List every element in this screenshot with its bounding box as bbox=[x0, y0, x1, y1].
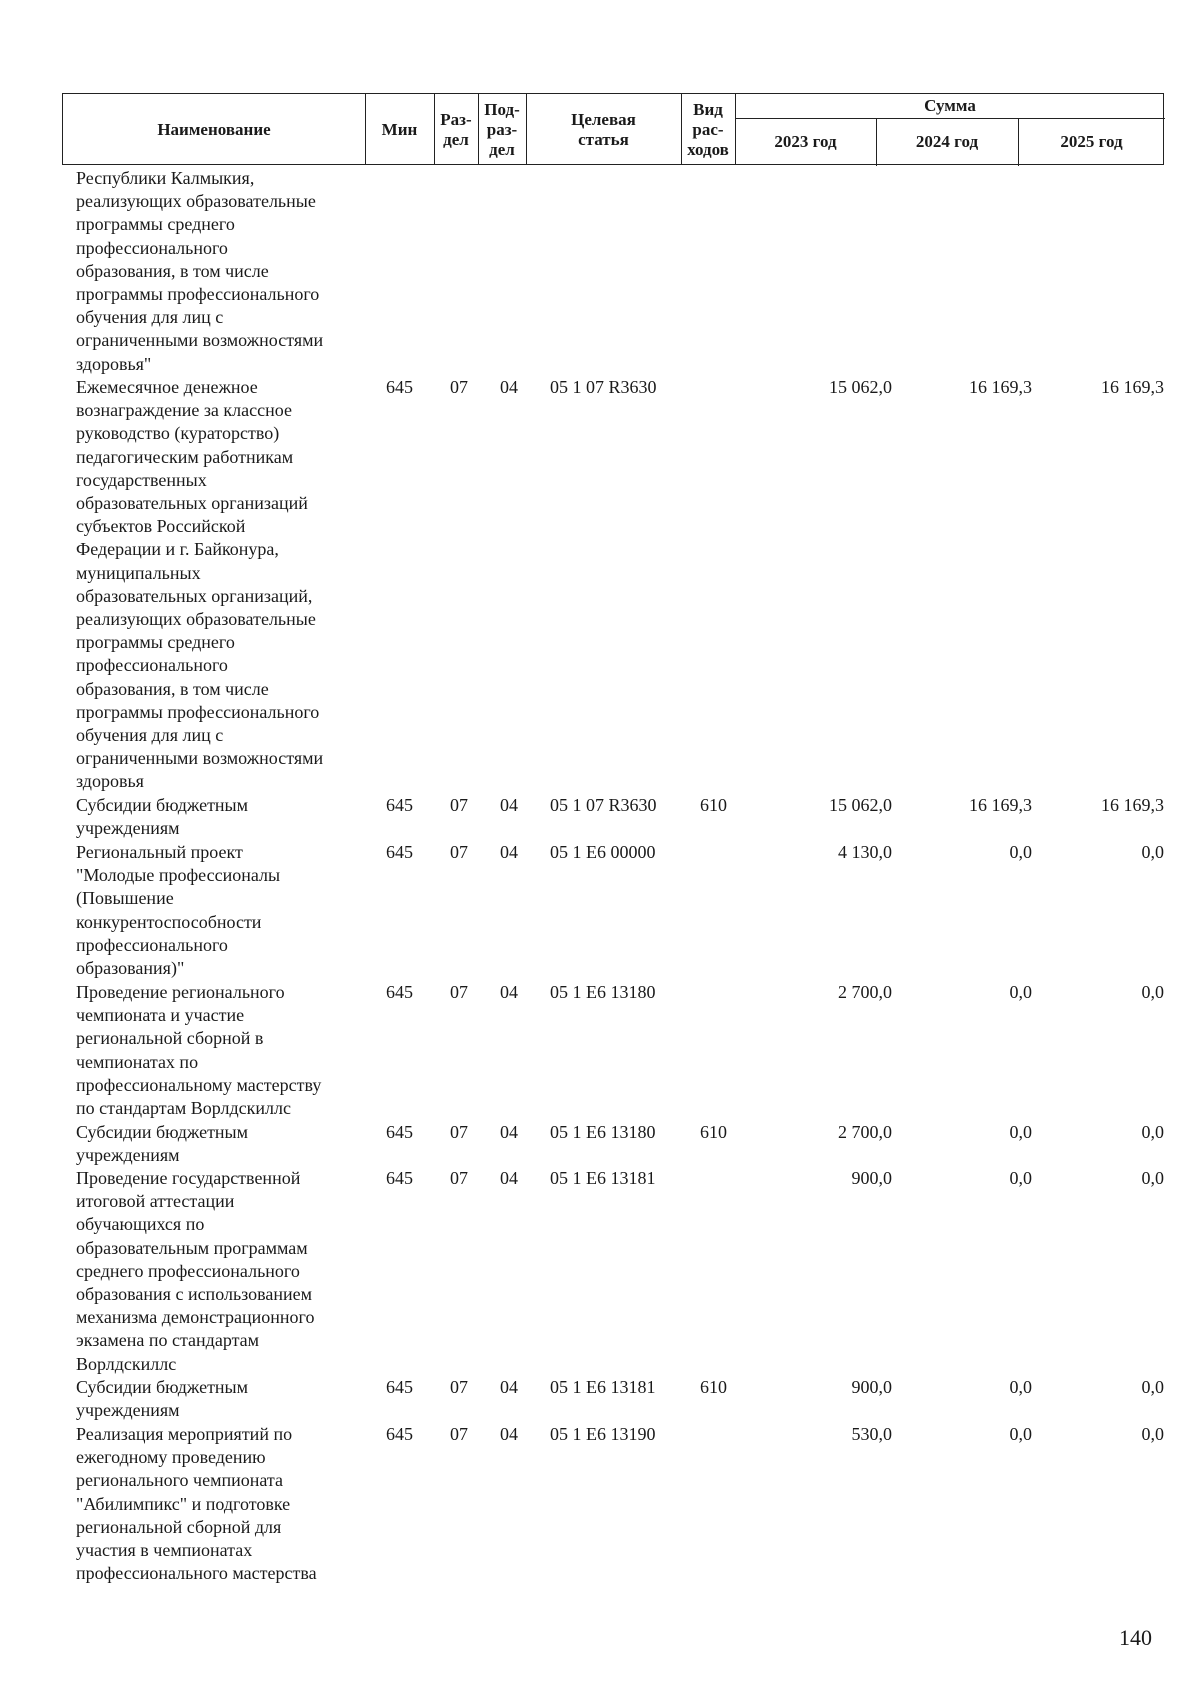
row-celevaya-statya: 05 1 07 R3630 bbox=[550, 377, 657, 397]
row-sum-2023: 2 700,0 bbox=[838, 1122, 892, 1142]
row-sum-2025: 16 169,3 bbox=[1101, 795, 1164, 815]
row-podrazdel: 04 bbox=[500, 1424, 518, 1444]
row-razdel: 07 bbox=[450, 1377, 468, 1397]
row-razdel: 07 bbox=[450, 1168, 468, 1188]
row-podrazdel: 04 bbox=[500, 982, 518, 1002]
row-celevaya-statya: 05 1 Е6 13190 bbox=[550, 1424, 656, 1444]
row-podrazdel: 04 bbox=[500, 1122, 518, 1142]
page-number: 140 bbox=[1119, 1625, 1152, 1650]
row-min: 645 bbox=[386, 1122, 413, 1142]
row-name: Ежемесячное денежное вознаграждение за классное руководство (кураторство) педагогическим работникам государственных образовательных организаций субъектов Российской Федерации и г. Байконура, муниципальных образовательных организаций, реализующих образовательные программы среднего профессионального образования, в том числе программы профессионального обучения для лиц с ограниченными возможностями здоровья bbox=[76, 377, 324, 792]
row-sum-2024: 0,0 bbox=[1009, 842, 1032, 862]
row-celevaya-statya: 05 1 Е6 13181 bbox=[550, 1168, 656, 1188]
row-sum-2024: 0,0 bbox=[1009, 982, 1032, 1002]
row-sum-2024: 0,0 bbox=[1009, 1424, 1032, 1444]
row-name: Региональный проект "Молодые профессионалы (Повышение конкурентоспособности профессионального образования)" bbox=[76, 842, 281, 979]
header-name: Наименование bbox=[157, 120, 271, 139]
header-celevaya-statya: Целевая статья bbox=[571, 110, 636, 149]
row-sum-2023: 530,0 bbox=[851, 1424, 892, 1444]
row-min: 645 bbox=[386, 377, 413, 397]
row-sum-2023: 4 130,0 bbox=[838, 842, 892, 862]
row-celevaya-statya: 05 1 Е6 00000 bbox=[550, 842, 656, 862]
row-celevaya-statya: 05 1 Е6 13180 bbox=[550, 1122, 656, 1142]
row-podrazdel: 04 bbox=[500, 795, 518, 815]
row-sum-2023: 900,0 bbox=[851, 1168, 892, 1188]
row-name: Республики Калмыкия, реализующих образовательные программы среднего профессионального образования, в том числе программы профессионального обучения для лиц с ограниченными возможностями здоровья" bbox=[76, 168, 324, 374]
header-vid-raskhodov: Вид рас- ходов bbox=[687, 100, 729, 159]
header-summa: Сумма bbox=[924, 96, 976, 115]
row-name: Проведение регионального чемпионата и участие региональной сборной в чемпионатах по профессиональному мастерству по стандартам Ворлдскиллс bbox=[76, 982, 322, 1119]
row-sum-2023: 15 062,0 bbox=[829, 377, 892, 397]
row-razdel: 07 bbox=[450, 795, 468, 815]
header-razdel: Раз- дел bbox=[440, 110, 472, 149]
table-header bbox=[62, 93, 1164, 165]
row-sum-2025: 0,0 bbox=[1141, 1122, 1164, 1142]
row-celevaya-statya: 05 1 Е6 13181 bbox=[550, 1377, 656, 1397]
row-sum-2024: 0,0 bbox=[1009, 1122, 1032, 1142]
header-year-2024: 2024 год bbox=[915, 132, 979, 151]
row-min: 645 bbox=[386, 842, 413, 862]
row-sum-2025: 0,0 bbox=[1141, 1377, 1164, 1397]
row-razdel: 07 bbox=[450, 982, 468, 1002]
row-razdel: 07 bbox=[450, 1122, 468, 1142]
row-celevaya-statya: 05 1 07 R3630 bbox=[550, 795, 657, 815]
row-podrazdel: 04 bbox=[500, 1377, 518, 1397]
header-year-2023: 2023 год bbox=[774, 132, 837, 151]
row-name: Субсидии бюджетным учреждениям bbox=[76, 1377, 249, 1421]
row-min: 645 bbox=[386, 1424, 413, 1444]
row-sum-2025: 0,0 bbox=[1141, 1424, 1164, 1444]
row-min: 645 bbox=[386, 1377, 413, 1397]
row-podrazdel: 04 bbox=[500, 377, 518, 397]
row-min: 645 bbox=[386, 795, 413, 815]
row-name: Субсидии бюджетным учреждениям bbox=[76, 795, 249, 839]
row-sum-2023: 2 700,0 bbox=[838, 982, 892, 1002]
row-name: Реализация мероприятий по ежегодному проведению регионального чемпионата "Абилимпикс" и подготовке региональной сборной для участия в чемпионатах профессионального мастерства bbox=[76, 1424, 317, 1584]
row-sum-2024: 16 169,3 bbox=[969, 377, 1032, 397]
row-sum-2023: 15 062,0 bbox=[829, 795, 892, 815]
row-razdel: 07 bbox=[450, 1424, 468, 1444]
row-sum-2025: 0,0 bbox=[1141, 1168, 1164, 1188]
row-celevaya-statya: 05 1 Е6 13180 bbox=[550, 982, 656, 1002]
row-vid: 610 bbox=[700, 1122, 727, 1142]
header-podrazdel: Под- раз- дел bbox=[484, 100, 520, 159]
header-min: Мин bbox=[381, 120, 418, 139]
row-name: Субсидии бюджетным учреждениям bbox=[76, 1122, 249, 1166]
row-sum-2025: 0,0 bbox=[1141, 842, 1164, 862]
row-sum-2025: 16 169,3 bbox=[1101, 377, 1164, 397]
row-sum-2024: 16 169,3 bbox=[969, 795, 1032, 815]
row-razdel: 07 bbox=[450, 842, 468, 862]
row-sum-2023: 900,0 bbox=[851, 1377, 892, 1397]
row-podrazdel: 04 bbox=[500, 1168, 518, 1188]
header-year-2025: 2025 год bbox=[1060, 132, 1123, 151]
row-min: 645 bbox=[386, 982, 413, 1002]
row-sum-2025: 0,0 bbox=[1141, 982, 1164, 1002]
row-vid: 610 bbox=[700, 795, 727, 815]
row-min: 645 bbox=[386, 1168, 413, 1188]
row-name: Проведение государственной итоговой аттестации обучающихся по образовательным программам среднего профессионального образования с использованием механизма демонстрационного экзамена по стандартам Ворлдскиллс bbox=[76, 1168, 315, 1374]
row-sum-2024: 0,0 bbox=[1009, 1377, 1032, 1397]
row-sum-2024: 0,0 bbox=[1009, 1168, 1032, 1188]
row-vid: 610 bbox=[700, 1377, 727, 1397]
row-podrazdel: 04 bbox=[500, 842, 518, 862]
row-razdel: 07 bbox=[450, 377, 468, 397]
